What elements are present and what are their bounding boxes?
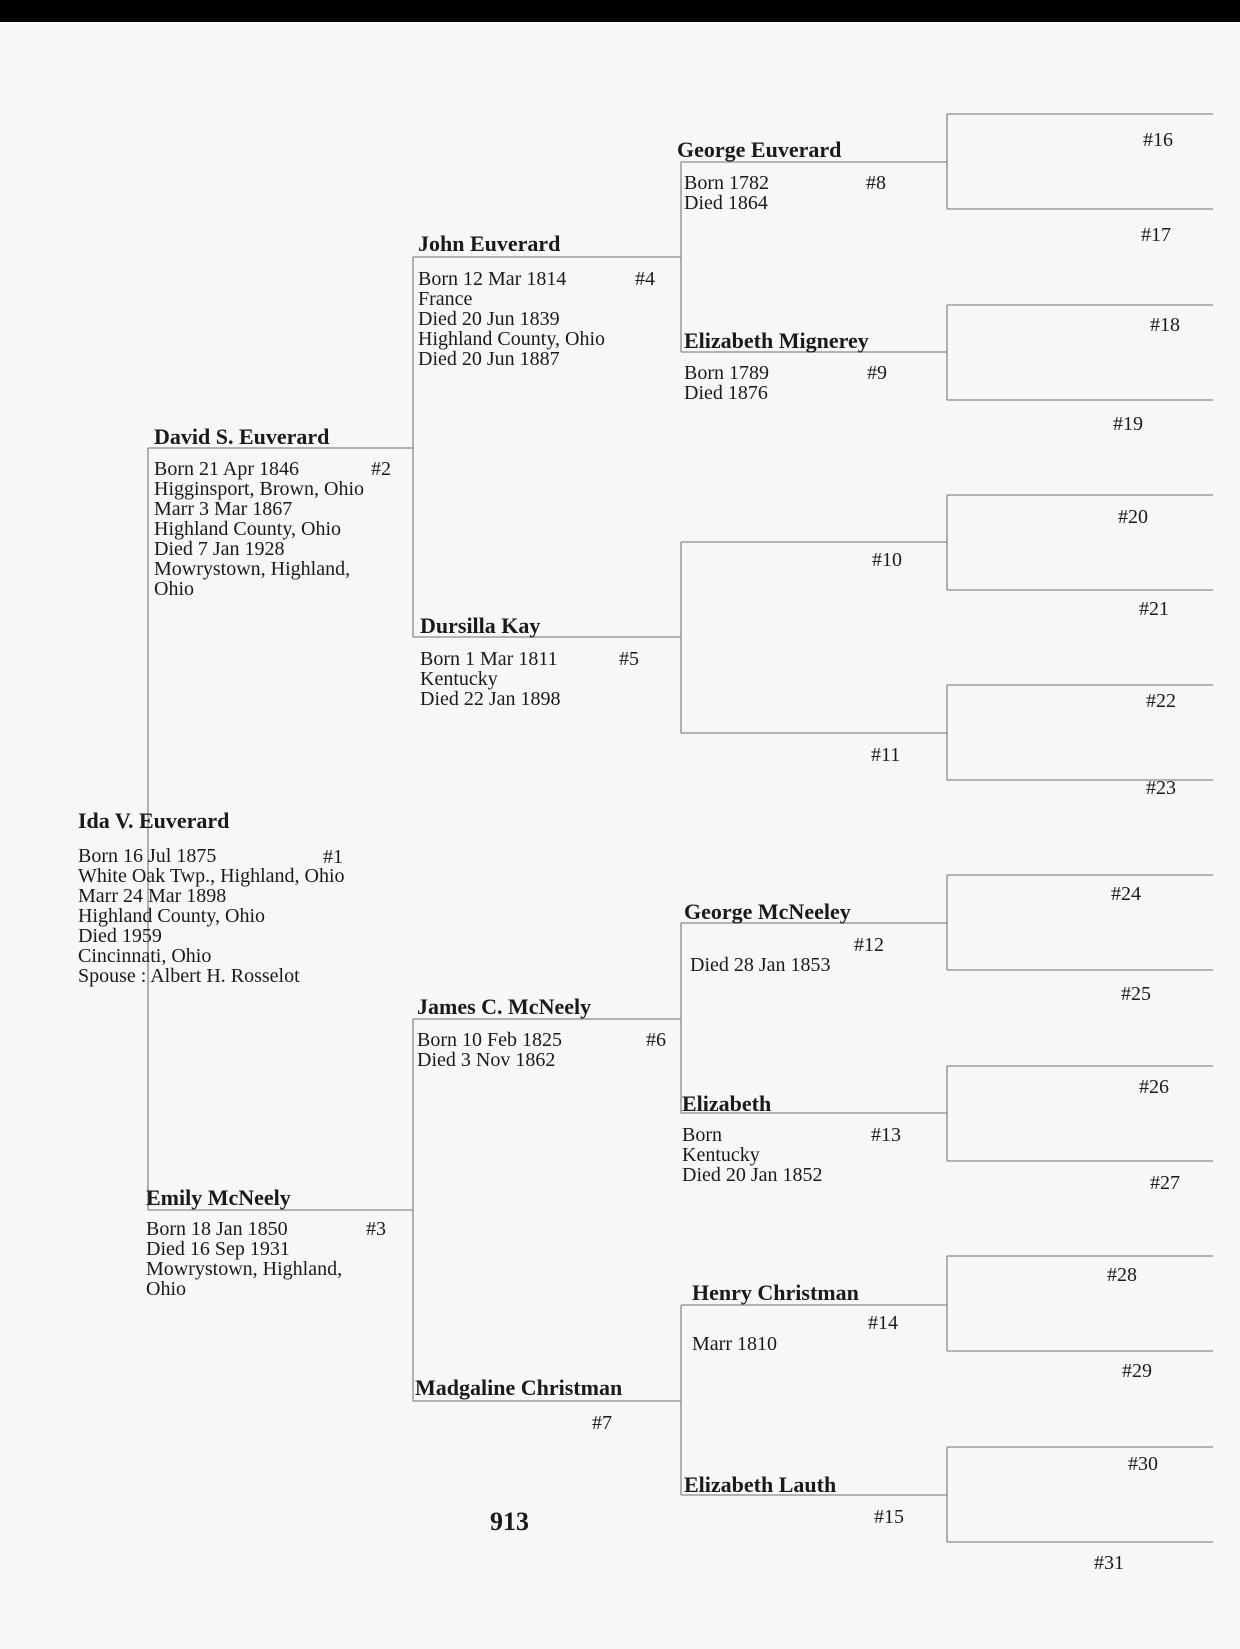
- person-13-details: [682, 1125, 823, 1185]
- person-1-detail: Highland County, Ohio: [78, 905, 266, 927]
- person-4-detail: Died 20 Jun 1887: [418, 348, 560, 370]
- person-13-number: #13: [871, 1124, 901, 1146]
- person-8-detail: Died 1864: [684, 192, 768, 214]
- person-12-name: George McNeeley: [684, 899, 851, 924]
- person-1-number: #1: [323, 846, 343, 868]
- person-1-detail: Died 1959: [78, 925, 162, 947]
- person-6-name: James C. McNeely: [417, 994, 592, 1019]
- person-3-detail: Died 16 Sep 1931: [146, 1238, 290, 1260]
- person-4-details: [418, 269, 605, 369]
- ancestor-29-number: #29: [1122, 1360, 1152, 1382]
- person-14-detail: Marr 1810: [692, 1333, 777, 1355]
- person-1-detail: White Oak Twp., Highland, Ohio: [78, 865, 345, 887]
- person-9-details: [684, 363, 769, 403]
- person-15-name: Elizabeth Lauth: [684, 1472, 837, 1497]
- ancestor-22-number: #22: [1146, 690, 1176, 712]
- person-12-number: #12: [854, 934, 884, 956]
- person-3-born: Born 18 Jan 1850: [146, 1218, 288, 1240]
- person-2-number: #2: [371, 458, 391, 480]
- ancestor-18-number: #18: [1150, 314, 1180, 336]
- person-5-born: Born 1 Mar 1811: [420, 648, 558, 670]
- person-8-number: #8: [866, 172, 886, 194]
- person-4-detail: Died 20 Jun 1839: [418, 308, 560, 330]
- person-2-details: [154, 459, 364, 599]
- person-7-number: #7: [592, 1412, 612, 1434]
- person-3-name: Emily McNeely: [146, 1185, 291, 1210]
- person-1-detail: Marr 24 Mar 1898: [78, 885, 227, 907]
- ancestor-21-number: #21: [1139, 598, 1169, 620]
- person-6-details: [417, 1030, 562, 1070]
- ancestor-23-number: #23: [1146, 777, 1176, 799]
- person-4-number: #4: [635, 268, 655, 290]
- person-1-details: [78, 846, 345, 986]
- person-14-name: Henry Christman: [692, 1280, 859, 1305]
- person-6-number: #6: [646, 1029, 666, 1051]
- ancestor-24-number: #24: [1111, 883, 1141, 905]
- person-2-born: Born 21 Apr 1846: [154, 458, 299, 480]
- ancestor-17-number: #17: [1141, 224, 1171, 246]
- person-1-name: Ida V. Euverard: [78, 808, 230, 833]
- person-2-detail: Higginsport, Brown, Ohio: [154, 478, 364, 500]
- ancestor-25-number: #25: [1121, 983, 1151, 1005]
- person-13-name: Elizabeth: [682, 1091, 772, 1116]
- person-10-number: #10: [872, 549, 902, 571]
- person-2-detail: Ohio: [154, 578, 194, 600]
- ancestor-16-number: #16: [1143, 129, 1173, 151]
- person-3-detail: Mowrystown, Highland,: [146, 1258, 343, 1280]
- person-5-name: Dursilla Kay: [420, 613, 541, 638]
- person-14-details: [692, 1334, 777, 1354]
- person-3-number: #3: [366, 1218, 386, 1240]
- person-2-detail: Marr 3 Mar 1867: [154, 498, 293, 520]
- person-4-detail: Highland County, Ohio: [418, 328, 606, 350]
- page-number: 913: [490, 1507, 529, 1536]
- person-5-detail: Died 22 Jan 1898: [420, 688, 561, 710]
- person-8-name: George Euverard: [677, 137, 842, 162]
- ancestor-30-number: #30: [1128, 1453, 1158, 1475]
- person-4-name: John Euverard: [418, 231, 561, 256]
- person-5-details: [420, 649, 561, 709]
- person-8-details: [684, 173, 769, 213]
- person-13-born: Born: [682, 1124, 722, 1146]
- ancestor-27-number: #27: [1150, 1172, 1180, 1194]
- ancestor-19-number: #19: [1113, 413, 1143, 435]
- person-9-name: Elizabeth Mignerey: [684, 328, 869, 353]
- person-13-detail: Kentucky: [682, 1144, 760, 1166]
- person-6-detail: Died 3 Nov 1862: [417, 1049, 556, 1071]
- person-9-number: #9: [867, 362, 887, 384]
- person-1-detail: Cincinnati, Ohio: [78, 945, 212, 967]
- person-14-number: #14: [868, 1312, 898, 1334]
- person-6-born: Born 10 Feb 1825: [417, 1029, 562, 1051]
- person-3-detail: Ohio: [146, 1278, 186, 1300]
- person-12-details: [690, 955, 831, 975]
- person-4-detail: France: [418, 288, 473, 310]
- ancestor-31-number: #31: [1094, 1552, 1124, 1574]
- person-3-details: [146, 1219, 342, 1299]
- person-7-name: Madgaline Christman: [415, 1375, 623, 1400]
- person-8-born: Born 1782: [684, 172, 769, 194]
- person-15-number: #15: [874, 1506, 904, 1528]
- person-5-number: #5: [619, 648, 639, 670]
- person-13-detail: Died 20 Jan 1852: [682, 1164, 823, 1186]
- person-1-born: Born 16 Jul 1875: [78, 845, 217, 867]
- person-4-born: Born 12 Mar 1814: [418, 268, 567, 290]
- ancestor-28-number: #28: [1107, 1264, 1137, 1286]
- person-9-born: Born 1789: [684, 362, 769, 384]
- person-2-name: David S. Euverard: [154, 424, 330, 449]
- person-2-detail: Mowrystown, Highland,: [154, 558, 351, 580]
- person-2-detail: Highland County, Ohio: [154, 518, 342, 540]
- person-9-detail: Died 1876: [684, 382, 768, 404]
- person-1-detail: Spouse : Albert H. Rosselot: [78, 965, 300, 987]
- person-5-detail: Kentucky: [420, 668, 498, 690]
- person-2-detail: Died 7 Jan 1928: [154, 538, 285, 560]
- ancestor-26-number: #26: [1139, 1076, 1169, 1098]
- person-12-detail: Died 28 Jan 1853: [690, 954, 831, 976]
- person-11-number: #11: [871, 744, 901, 766]
- ancestor-20-number: #20: [1118, 506, 1148, 528]
